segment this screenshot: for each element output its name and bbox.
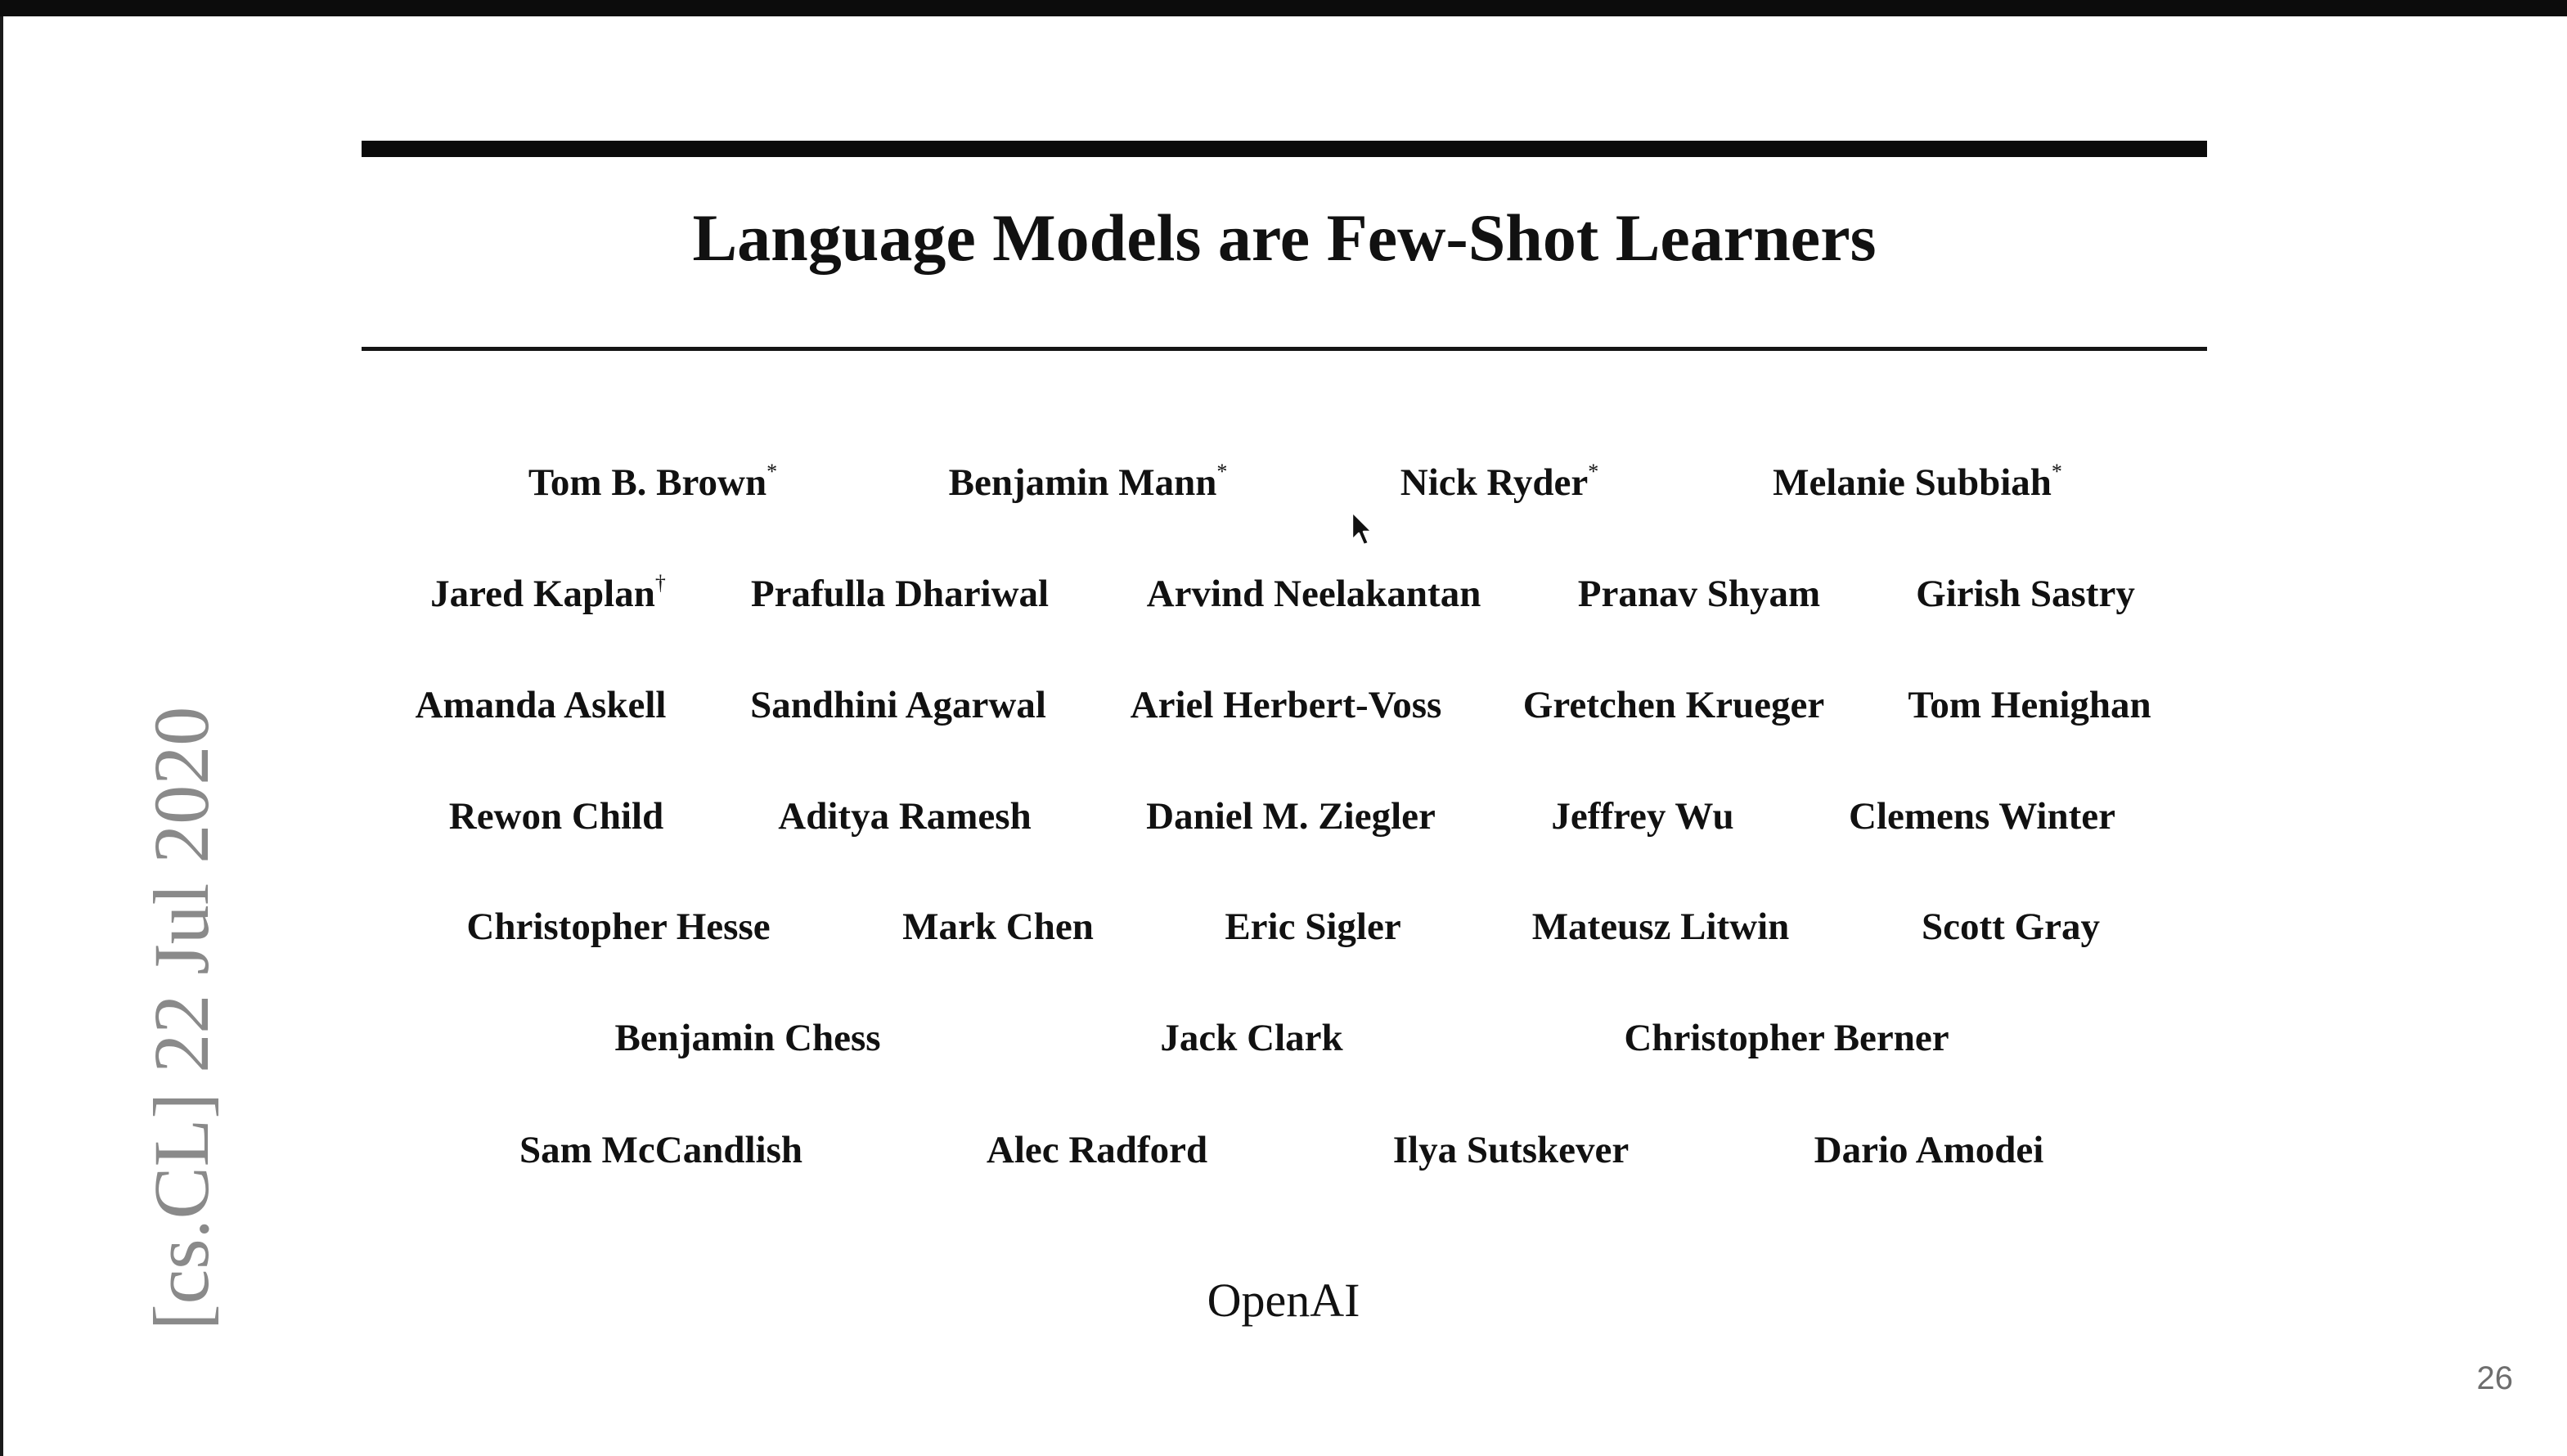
author-name xyxy=(1523,681,1824,730)
author-name-text: Arvind Neelakantan xyxy=(1146,573,1481,615)
author-name xyxy=(1922,902,2100,951)
author-name xyxy=(778,792,1031,841)
author-footnote-mark: * xyxy=(1588,460,1599,483)
viewer-top-bar xyxy=(0,0,2567,16)
author-name-text: Christopher Berner xyxy=(1624,1017,1949,1059)
author-name-text: Christopher Hesse xyxy=(466,906,771,948)
author-name xyxy=(1400,458,1598,507)
author-name xyxy=(1578,569,1820,618)
author-row xyxy=(0,902,2567,951)
author-name xyxy=(1551,792,1733,841)
author-footnote-mark: * xyxy=(1216,460,1228,483)
author-row xyxy=(0,458,2567,507)
author-name-text: Benjamin Chess xyxy=(614,1017,881,1059)
author-name-text: Rewon Child xyxy=(448,795,664,838)
author-name xyxy=(449,792,663,841)
author-name-text: Melanie Subbiah xyxy=(1773,461,2052,504)
paper-title: Language Models are Few-Shot Learners xyxy=(692,200,1877,275)
author-name-text: Amanda Askell xyxy=(415,684,667,726)
author-name xyxy=(949,458,1228,507)
author-name-text: Clemens Winter xyxy=(1849,795,2115,838)
author-name-text: Jeffrey Wu xyxy=(1551,795,1734,838)
author-name xyxy=(1131,681,1442,730)
author-name xyxy=(987,1126,1207,1175)
author-name-text: Eric Sigler xyxy=(1225,906,1401,948)
author-name-text: Pranav Shyam xyxy=(1577,573,1821,615)
author-row xyxy=(0,569,2567,618)
author-name-text: Jack Clark xyxy=(1160,1017,1343,1059)
author-name-text: Tom Henighan xyxy=(1908,684,2151,726)
author-row xyxy=(0,792,2567,841)
author-name xyxy=(1624,1013,1949,1063)
author-name xyxy=(1916,569,2135,618)
author-row xyxy=(0,681,2567,730)
author-row xyxy=(0,1013,2567,1063)
page-number: 26 xyxy=(2476,1360,2513,1396)
viewer-left-edge xyxy=(0,16,3,1456)
author-name xyxy=(430,569,666,618)
author-name xyxy=(1147,569,1481,618)
author-footnote-mark: † xyxy=(654,571,666,595)
author-name-text: Mark Chen xyxy=(902,906,1094,948)
author-name xyxy=(1160,1013,1342,1063)
author-name-text: Aditya Ramesh xyxy=(778,795,1032,838)
author-name xyxy=(416,681,667,730)
title-top-rule xyxy=(362,141,2207,157)
author-name xyxy=(528,458,777,507)
title-bottom-rule xyxy=(362,347,2207,351)
mouse-pointer-icon xyxy=(1351,510,1375,548)
author-name-text: Ilya Sutskever xyxy=(1392,1129,1630,1171)
author-name xyxy=(1814,1126,2044,1175)
author-name-text: Benjamin Mann xyxy=(948,461,1217,504)
author-name-text: Mateusz Litwin xyxy=(1531,906,1790,948)
author-name-text: Daniel M. Ziegler xyxy=(1146,795,1436,838)
author-name xyxy=(750,681,1046,730)
author-name xyxy=(1773,458,2062,507)
author-name xyxy=(751,569,1049,618)
author-name xyxy=(519,1126,802,1175)
author-name-text: Scott Gray xyxy=(1922,906,2100,948)
author-name-text: Nick Ryder xyxy=(1400,461,1589,504)
author-name-text: Jared Kaplan xyxy=(430,573,655,615)
author-name-text: Dario Amodei xyxy=(1814,1129,2044,1171)
author-footnote-mark: * xyxy=(767,460,778,483)
arxiv-stamp: [cs.CL] 22 Jul 2020 xyxy=(137,706,225,1331)
author-name xyxy=(614,1013,880,1063)
author-name xyxy=(1908,681,2151,730)
author-name-text: Sandhini Agarwal xyxy=(750,684,1046,726)
author-name xyxy=(1849,792,2115,841)
author-footnote-mark: * xyxy=(2051,460,2062,483)
author-name xyxy=(466,902,770,951)
author-name xyxy=(1225,902,1400,951)
author-name-text: Tom B. Brown xyxy=(528,461,767,504)
author-name-text: Girish Sastry xyxy=(1916,573,2135,615)
author-name xyxy=(1146,792,1436,841)
author-name xyxy=(902,902,1094,951)
author-name xyxy=(1393,1126,1630,1175)
affiliation: OpenAI xyxy=(1207,1274,1360,1327)
author-name-text: Prafulla Dhariwal xyxy=(750,573,1050,615)
author-name-text: Ariel Herbert-Voss xyxy=(1130,684,1442,726)
author-name-text: Sam McCandlish xyxy=(519,1129,803,1171)
author-name-text: Alec Radford xyxy=(986,1129,1208,1171)
author-name xyxy=(1532,902,1790,951)
author-row xyxy=(0,1126,2567,1175)
author-name-text: Gretchen Krueger xyxy=(1522,684,1825,726)
